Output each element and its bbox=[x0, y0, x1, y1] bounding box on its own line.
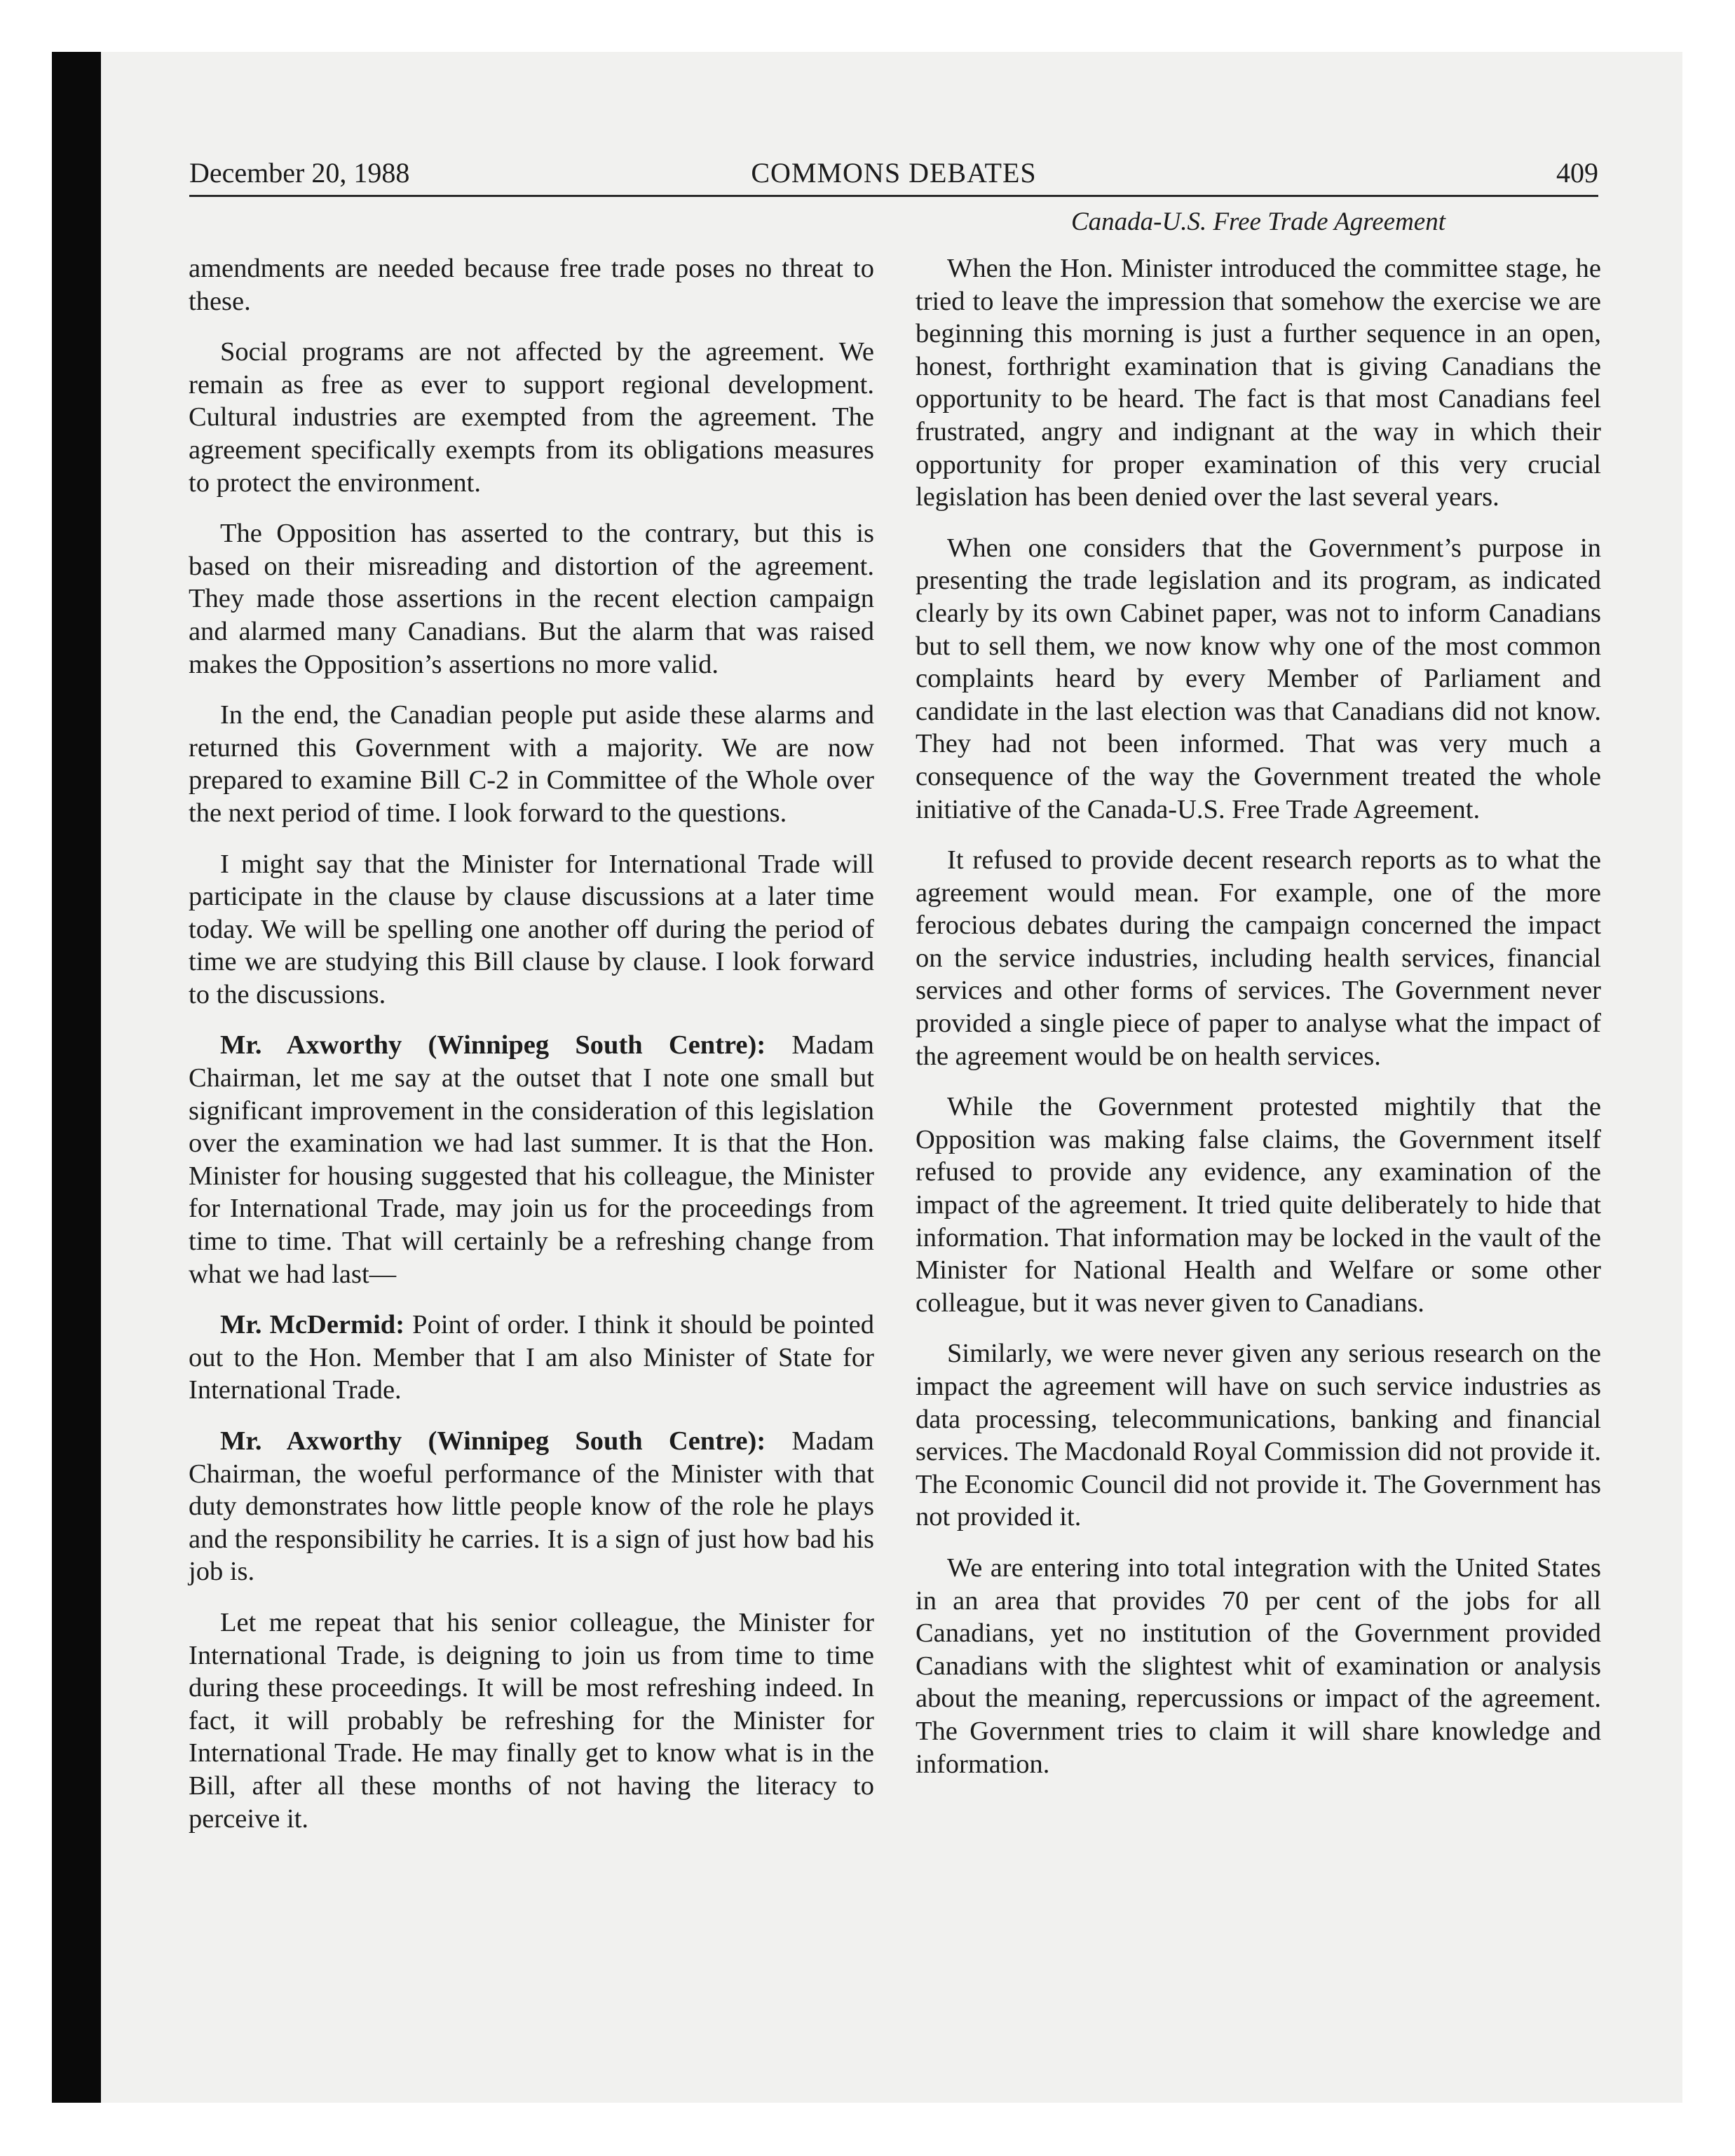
paragraph bbox=[189, 252, 874, 318]
paragraph-text: When one considers that the Government’s purpose in presenting the trade legislation and its program, as indicated clearly by its own Cabinet paper, was not to inform Canadians but to sell them, we now know why one of the most common complaints heard by every Member of Parliament and candidate in the last election was that Canadians did not know. They had not been informed. That was very much a consequence of the way the Government treated the whole initiative of the Canada-U.S. Free Trade Agreement. bbox=[916, 533, 1601, 824]
paragraph-text: We are entering into total integration with the United States in an area that provides 70 per cent of the jobs for all Canadians, yet no institution of the Government provided Canadians with the slightest whit of examination or analysis about the meaning, repercussions or impact of the agreement. The Government tries to claim it will share knowledge and information. bbox=[916, 1553, 1601, 1779]
paragraph bbox=[189, 517, 874, 681]
paragraph-text: Madam Chairman, the woeful performance of the Minister with that duty demonstrates how little people know of the role he plays and the responsibility he carries. It is a sign of just how bad his job is. bbox=[189, 1426, 874, 1587]
page-number: 409 bbox=[1556, 157, 1598, 189]
paragraph-text: Social programs are not affected by the agreement. We remain as free as ever to support regional development. Cultural industries are exempted from the agreement. The agreement specifically exempts from its obligations measures to protect the environment. bbox=[189, 337, 874, 498]
paragraph-text: Similarly, we were never given any serious research on the impact the agreement will have on such service industries as data processing, telecommunications, banking and financial services. The Macdonald Royal Commission did not provide it. The Economic Council did not provide it. The Government has not provided it. bbox=[916, 1339, 1601, 1532]
paragraph bbox=[916, 1091, 1601, 1319]
speaker-name: Mr. Axworthy (Winnipeg South Centre): bbox=[220, 1426, 766, 1456]
paragraph bbox=[189, 1309, 874, 1407]
speaker-name: Mr. McDermid: bbox=[220, 1310, 405, 1340]
paragraph-text: It refused to provide decent research reports as to what the agreement would mean. For example, one of the more ferocious debates during the campaign concerned the impact on the service industries, including health services, financial services and other forms of services. The Government never provided a single piece of paper to analyse what the impact of the agreement would be on health services. bbox=[916, 845, 1601, 1071]
paragraph-text: amendments are needed because free trade poses no threat to these. bbox=[189, 254, 874, 316]
header-title: COMMONS DEBATES bbox=[751, 157, 1037, 189]
paragraph-text: When the Hon. Minister introduced the committee stage, he tried to leave the impression that somehow the exercise we are beginning this morning is just a further sequence in an open, honest, forthright examination that is giving Canadians the opportunity to be heard. The fact is that most Canadians feel frustrated, angry and indignant at the way in which their opportunity for proper examination of this very crucial legislation has been denied over the last several years. bbox=[916, 254, 1601, 512]
paragraph bbox=[189, 848, 874, 1011]
paragraph bbox=[189, 1606, 874, 1835]
paragraph-text: Point of order. I think it should be pointed out to the Hon. Member that I am also Minister of State for International Trade. bbox=[189, 1310, 874, 1405]
page-header bbox=[189, 156, 1598, 197]
paragraph-text: Madam Chairman, let me say at the outset that I note one small but significant improvement in the consideration of this legislation over the examination we had last summer. It is that the Hon. Minister for housing suggested that his colleague, the Minister for International Trade, may join us for the proceedings from time to time. That will certainly be a refreshing change from what we had last— bbox=[189, 1030, 874, 1289]
paragraph bbox=[189, 699, 874, 829]
paragraph-text: I might say that the Minister for International Trade will participate in the clause by clause discussions at a later time today. We will be spelling one another off during the period of time we are studying this Bill clause by clause. I look forward to the discussions. bbox=[189, 849, 874, 1009]
paragraph-text: The Opposition has asserted to the contrary, but this is based on their misreading and distortion of the agreement. They made those assertions in the recent election campaign and alarmed many Canadians. But the alarm that was raised makes the Opposition’s assertions no more valid. bbox=[189, 519, 874, 679]
paragraph-text: In the end, the Canadian people put aside these alarms and returned this Government with a majority. We are now prepared to examine Bill C-2 in Committee of the Whole over the next period of time. I look forward to the questions. bbox=[189, 700, 874, 828]
paragraph bbox=[189, 336, 874, 499]
left-column bbox=[189, 252, 874, 1853]
paragraph-text: Let me repeat that his senior colleague, the Minister for International Trade, is deigning to join us from time to time during these proceedings. It will be most refreshing indeed. In fact, it will probably be refreshing for the Minister for International Trade. He may finally get to know what is in the Bill, after all these months of not having the literacy to perceive it. bbox=[189, 1607, 874, 1834]
paragraph bbox=[189, 1425, 874, 1588]
binding-edge bbox=[52, 52, 101, 2103]
section-title: Canada-U.S. Free Trade Agreement bbox=[1070, 207, 1446, 236]
paragraph bbox=[189, 1029, 874, 1290]
speaker-name: Mr. Axworthy (Winnipeg South Centre): bbox=[220, 1030, 766, 1060]
paragraph bbox=[916, 252, 1601, 514]
paragraph bbox=[916, 1552, 1601, 1780]
paragraph bbox=[916, 532, 1601, 826]
paragraph bbox=[916, 1337, 1601, 1534]
paragraph-text: While the Government protested mightily that the Opposition was making false claims, the Government itself refused to provide any evidence, any examination of the impact of the agreement. It tried quite deliberately to hide that information. That information may be locked in the vault of the Minister for National Health and Welfare or some other colleague, but it was never given to Canadians. bbox=[916, 1092, 1601, 1318]
header-date: December 20, 1988 bbox=[189, 157, 410, 189]
paragraph bbox=[916, 844, 1601, 1072]
right-column bbox=[916, 252, 1601, 1799]
